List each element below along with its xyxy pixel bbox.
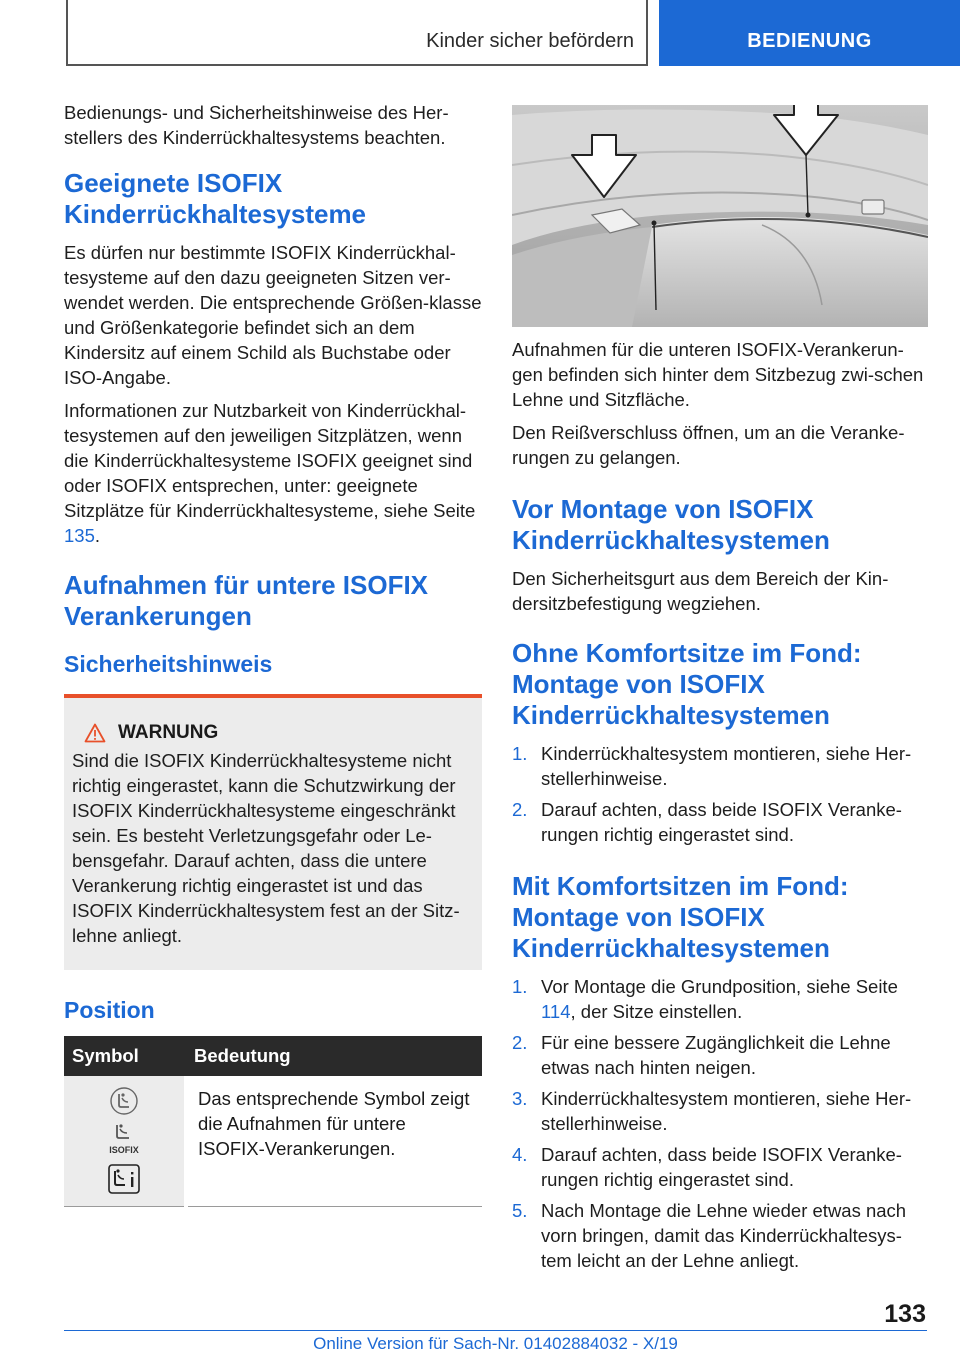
header-chapter-tab[interactable] (659, 0, 960, 66)
step-number: 2. (512, 1032, 528, 1053)
step-text-pre: Vor Montage die Grundposition, siehe Seite (541, 976, 898, 997)
header-section-title: Kinder sicher befördern (426, 30, 634, 52)
heading-sicherheitshinweis: Sicherheitshinweis (64, 651, 273, 677)
svg-text:ISOFIX: ISOFIX (109, 1145, 139, 1155)
heading-aufnahmen: Aufnahmen für untere ISOFIX Verankerungen (64, 570, 429, 631)
table-row (64, 1076, 482, 1207)
paragraph-geeignete-1: Es dürfen nur bestimmte ISOFIX Kinderrückhal-tesysteme auf den dazu geeigneten Sitzen ver-wendet werden. Die entsprechende Größen-klasse und Größenkategorie befindet sich an dem Kindersitz auf einem Schild als Buchstabe oder ISO-Angabe. (64, 242, 482, 388)
list-item (512, 1030, 930, 1080)
left-column (64, 100, 482, 1207)
heading-vor-montage: Vor Montage von ISOFIX Kinderrückhaltesystemen (512, 494, 830, 555)
steps-ohne-komfortsitze (512, 741, 930, 847)
step-number: 3. (512, 1088, 528, 1109)
step-number: 2. (512, 799, 528, 820)
header-section-box (66, 0, 648, 66)
step-number: 5. (512, 1200, 528, 1221)
list-item (512, 797, 930, 847)
header-chapter-label: BEDIENUNG (747, 30, 872, 52)
position-table (64, 1036, 482, 1207)
photo-caption-1: Aufnahmen für die unteren ISOFIX-Verankerun-gen befinden sich hinter dem Sitzbezug zwi-schen Lehne und Sitzfläche. (512, 339, 924, 410)
step-text: Kinderrückhaltesystem montieren, siehe Her-stellerhinweise. (541, 1088, 912, 1134)
footer-divider (64, 1330, 927, 1331)
list-item (512, 1086, 930, 1136)
step-text: Nach Montage die Lehne wieder etwas nach vorn bringen, damit das Kinderrückhaltesys-tem leicht an der Lehne anliegt. (541, 1200, 907, 1271)
page-link-114[interactable]: 114 (541, 1001, 571, 1022)
step-text (541, 974, 930, 1024)
intro-paragraph: Bedienungs- und Sicherheitshinweise des Her-stellers des Kinderrückhaltesystems beachten. (64, 102, 449, 148)
warning-header (72, 722, 474, 744)
step-text: Kinderrückhaltesystem montieren, siehe Her-stellerhinweise. (541, 743, 912, 789)
step-text-post: , der Sitze einstellen. (570, 1001, 743, 1022)
page-link-135[interactable]: 135 (64, 525, 95, 546)
heading-mit-komfortsitzen: Mit Komfortsitzen im Fond: Montage von ISOFIX Kinderrückhaltesystemen (512, 871, 849, 963)
step-number: 1. (512, 743, 528, 764)
steps-mit-komfortsitzen (512, 974, 930, 1273)
right-column (512, 100, 930, 1279)
warning-box (64, 694, 482, 970)
table-cell-symbol (64, 1076, 186, 1207)
seat-isofix-photo (512, 105, 928, 327)
step-number: 4. (512, 1144, 528, 1165)
paragraph-geeignete-2-text: Informationen zur Nutzbarkeit von Kinderrückhal-tesystemen auf den jeweiligen Sitzplätzen, wenn die Kinderrückhaltesysteme ISOFIX geeignet sind oder ISOFIX entsprechen, unter: geeignete Sitzplätze für Kinderrückhaltesysteme, siehe Seite (64, 400, 476, 521)
list-item (512, 1142, 930, 1192)
table-header-meaning: Bedeutung (186, 1036, 482, 1076)
heading-ohne-komfortsitze: Ohne Komfortsitze im Fond: Montage von ISOFIX Kinderrückhaltesystemen (512, 638, 862, 730)
list-item (512, 974, 930, 1024)
warning-title: WARNUNG (118, 722, 219, 743)
table-header-symbol: Symbol (64, 1036, 186, 1076)
footer-online-version[interactable]: Online Version für Sach-Nr. 01402884032 - X/19 (313, 1334, 678, 1353)
step-number: 1. (512, 976, 528, 997)
step-text: Darauf achten, dass beide ISOFIX Veranke-rungen richtig eingerastet sind. (541, 799, 902, 845)
warning-text: Sind die ISOFIX Kinderrückhaltesysteme nicht richtig eingerastet, kann die Schutzwirkung der ISOFIX Kinderrückhaltesysteme eingeschränkt sein. Es besteht Verletzungsgefahr oder Le-bensgefahr. Darauf achten, dass die untere Verankerung richtig eingerastet ist und das ISOFIX Kinderrückhaltesystem fest an der Sitz-lehne anliegt. (72, 750, 460, 946)
page-number: 133 (884, 1300, 926, 1328)
table-header-row (64, 1036, 482, 1076)
paragraph-vor-montage: Den Sicherheitsgurt aus dem Bereich der Kin-dersitzbefestigung wegziehen. (512, 568, 889, 614)
warning-triangle-icon (84, 723, 106, 743)
photo-caption-2: Den Reißverschluss öffnen, um an die Veranke-rungen zu gelangen. (512, 422, 905, 468)
isofix-info-seat-icon (108, 1164, 140, 1194)
paragraph-geeignete-2-end: . (94, 525, 101, 546)
list-item (512, 741, 930, 791)
paragraph-geeignete-2 (64, 398, 482, 548)
table-cell-meaning: Das entsprechende Symbol zeigt die Aufnahmen für untere ISOFIX-Verankerungen. (186, 1076, 482, 1207)
heading-position: Position (64, 997, 155, 1023)
isofix-label-icon (107, 1122, 141, 1158)
step-text: Für eine bessere Zugänglichkeit die Lehne etwas nach hinten neigen. (541, 1032, 891, 1078)
step-text: Darauf achten, dass beide ISOFIX Veranke-rungen richtig eingerastet sind. (541, 1144, 902, 1190)
list-item (512, 1198, 930, 1273)
isofix-seat-icon (109, 1086, 139, 1116)
heading-geeignete: Geeignete ISOFIX Kinderrückhaltesysteme (64, 168, 367, 229)
